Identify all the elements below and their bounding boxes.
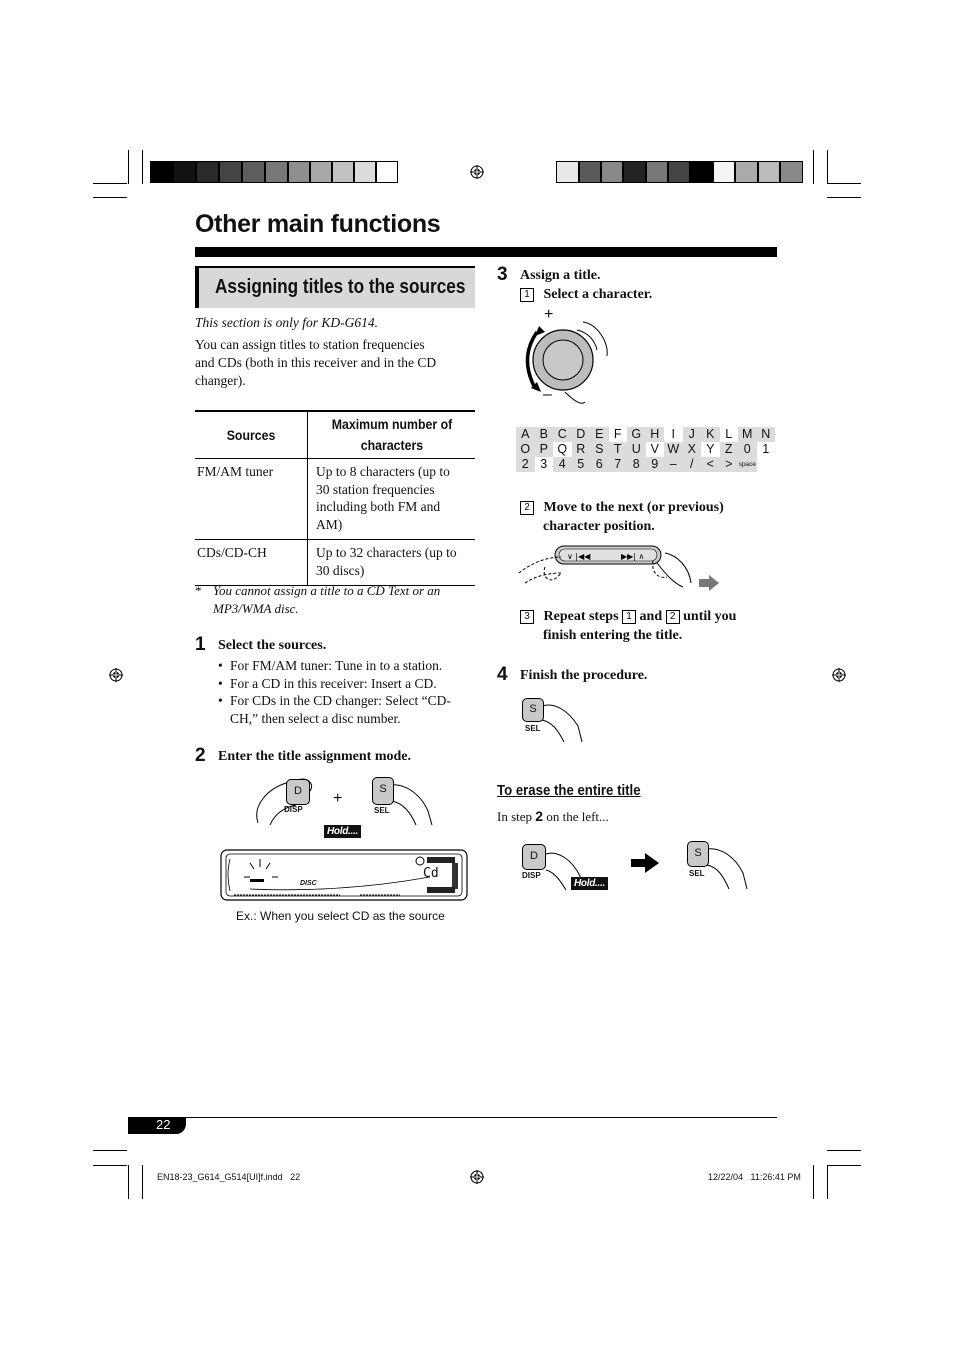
- char-cell: L: [725, 427, 733, 441]
- substep-ref: 2: [666, 610, 680, 624]
- char-cell: X: [683, 442, 702, 457]
- section-title: Assigning titles to the sources: [215, 276, 466, 298]
- footer-rule: [128, 1117, 777, 1118]
- step-3-number: 3: [497, 264, 508, 285]
- char-cell: 2: [516, 457, 535, 472]
- step-3-sub2-cont: character position.: [543, 519, 655, 534]
- step-1-number: 1: [195, 634, 206, 655]
- crop-mark: [93, 1150, 127, 1151]
- crop-mark: [813, 150, 814, 184]
- step-1-title: Select the sources.: [218, 638, 327, 653]
- step-3-sub2: 2 Move to the next (or previous): [520, 500, 724, 516]
- track-buttons-icon: [517, 543, 722, 595]
- table-cell-max: Up to 32 characters (up to 30 discs): [316, 545, 457, 578]
- char-cell: H: [646, 427, 665, 442]
- print-slug-left: EN18-23_G614_G514[UI]f.indd 22: [157, 1172, 301, 1182]
- registration-mark-icon: [470, 1170, 484, 1184]
- sources-table: [195, 410, 475, 586]
- print-slug-right: 12/22/04 11:26:41 PM: [708, 1172, 801, 1182]
- char-cell: F: [613, 427, 622, 441]
- character-row: [516, 457, 775, 472]
- step-2-number: 2: [195, 745, 206, 766]
- char-cell: M: [738, 427, 757, 442]
- sel-button-illustration: [685, 839, 755, 891]
- table-row: [195, 459, 475, 540]
- char-cell: 9: [646, 457, 665, 472]
- step-4-title: Finish the procedure.: [520, 668, 648, 683]
- erase-instruction: In step 2 on the left...: [497, 808, 609, 824]
- table-header-max-chars: Maximum number of characters: [331, 416, 452, 453]
- registration-mark-icon: [109, 668, 123, 682]
- char-cell: Z: [720, 442, 739, 457]
- display-caption: Ex.: When you select CD as the source: [236, 909, 445, 923]
- char-cell: P: [535, 442, 554, 457]
- char-cell: /: [683, 457, 702, 472]
- registration-mark-icon: [832, 668, 846, 682]
- char-cell: 1: [762, 442, 770, 456]
- step-4-number: 4: [497, 664, 508, 685]
- substep-ref: 1: [622, 610, 636, 624]
- crop-mark: [93, 197, 127, 198]
- char-cell: Y: [706, 442, 715, 456]
- table-header-row: [195, 411, 475, 459]
- char-cell: V: [650, 442, 659, 456]
- d-button[interactable]: D: [522, 844, 546, 870]
- display-disc-label: DISC: [300, 880, 317, 887]
- page-title: Other main functions: [195, 210, 441, 238]
- registration-mark-icon: [470, 165, 484, 179]
- disp-label: DISP: [284, 805, 303, 814]
- s-button[interactable]: S: [372, 777, 394, 805]
- step-3-title: Assign a title.: [520, 268, 601, 283]
- sel-button-illustration: [370, 775, 440, 827]
- char-cell: 4: [553, 457, 572, 472]
- sel-button-illustration: [520, 694, 590, 746]
- section-header: [195, 266, 475, 308]
- table-header-sources: Sources: [202, 411, 301, 459]
- dial-minus-label: –: [543, 386, 552, 403]
- table-footnote: * You cannot assign a title to a CD Text or an MP3/WMA disc.: [195, 583, 441, 616]
- char-cell: 6: [590, 457, 609, 472]
- step-3-sub1: 1 Select a character.: [520, 287, 652, 303]
- page-number: 22: [156, 1117, 171, 1132]
- table-cell-max: Up to 8 characters (up to 30 station frequencies including both FM and AM): [316, 464, 450, 532]
- char-cell: R: [572, 442, 591, 457]
- dial-plus-label: +: [544, 306, 554, 323]
- char-cell: C: [553, 427, 572, 442]
- control-dial-illustration: [515, 306, 615, 410]
- char-cell: S: [590, 442, 609, 457]
- char-cell: space: [738, 457, 757, 472]
- char-cell: E: [590, 427, 609, 442]
- intro-paragraph: You can assign titles to station frequencies and CDs (both in this receiver and in the CD changer).: [195, 337, 437, 388]
- char-cell: 3: [540, 457, 548, 471]
- substep-number: 2: [520, 501, 534, 515]
- display-illustration: [220, 849, 468, 901]
- table-cell-source: FM/AM tuner: [195, 459, 308, 540]
- char-cell: D: [572, 427, 591, 442]
- char-cell: T: [609, 442, 628, 457]
- character-row: [516, 427, 775, 442]
- character-row: [516, 442, 775, 457]
- crop-mark: [827, 1165, 828, 1199]
- crop-mark: [827, 1165, 861, 1166]
- char-cell: 7: [609, 457, 628, 472]
- char-cell: 5: [572, 457, 591, 472]
- crop-mark: [93, 1165, 127, 1166]
- step-2-title: Enter the title assignment mode.: [218, 749, 411, 764]
- crop-mark: [827, 183, 861, 184]
- char-cell: <: [701, 457, 720, 472]
- char-cell: A: [516, 427, 535, 442]
- table-row: [195, 540, 475, 586]
- crop-mark: [128, 1165, 129, 1199]
- character-grid: [516, 427, 775, 472]
- char-cell: U: [627, 442, 646, 457]
- sel-label: SEL: [374, 806, 390, 815]
- erase-heading: To erase the entire title: [497, 782, 641, 799]
- plus-sign: +: [333, 790, 343, 807]
- control-dial-icon: [515, 310, 615, 410]
- crop-mark: [827, 150, 828, 184]
- sel-label: SEL: [689, 869, 705, 878]
- hold-badge: Hold....: [571, 877, 608, 890]
- char-cell: O: [516, 442, 535, 457]
- svg-text:∨ |◀◀: ∨ |◀◀: [567, 552, 591, 561]
- page-number-tab: [128, 1117, 186, 1134]
- char-cell: J: [683, 427, 702, 442]
- step-3-sub3: 3 Repeat steps 1 and 2 until you: [520, 609, 736, 625]
- char-cell: Q: [557, 442, 568, 456]
- char-cell: –: [664, 457, 683, 472]
- display-readout: Cd: [423, 866, 439, 881]
- char-cell: I: [671, 427, 675, 441]
- crop-mark: [128, 150, 129, 184]
- sel-label: SEL: [525, 724, 541, 733]
- crop-mark: [93, 183, 127, 184]
- list-item: • For a CD in this receiver: Insert a CD.: [218, 675, 473, 693]
- char-cell: W: [664, 442, 683, 457]
- crop-mark: [827, 1150, 861, 1151]
- substep-number: 3: [520, 610, 534, 624]
- arrow-right-icon: [631, 853, 659, 873]
- step-3-sub3-cont: finish entering the title.: [543, 628, 683, 643]
- char-cell: 0: [738, 442, 757, 457]
- disp-button-illustration: [250, 775, 330, 827]
- crop-mark: [142, 150, 143, 184]
- model-note: This section is only for KD-G614.: [195, 315, 379, 330]
- s-button[interactable]: S: [687, 841, 709, 867]
- s-button[interactable]: S: [522, 698, 544, 722]
- table-cell-source: CDs/CD-CH: [195, 540, 308, 586]
- hold-badge: Hold....: [324, 825, 361, 838]
- d-button[interactable]: D: [286, 779, 310, 805]
- char-cell: N: [757, 427, 776, 442]
- crop-mark: [813, 1165, 814, 1199]
- char-cell: >: [720, 457, 739, 472]
- char-cell: 8: [627, 457, 646, 472]
- disp-label: DISP: [522, 871, 541, 880]
- crop-mark: [827, 197, 861, 198]
- char-cell: G: [627, 427, 646, 442]
- crop-mark: [142, 1165, 143, 1199]
- list-item: • For FM/AM tuner: Tune in to a station.: [218, 657, 473, 675]
- track-button-illustration: [517, 543, 722, 595]
- substep-number: 1: [520, 288, 534, 302]
- list-item: • For CDs in the CD changer: Select “CD-CH,” then select a disc number.: [218, 692, 473, 727]
- char-cell: B: [535, 427, 554, 442]
- svg-text:▶▶| ∧: ▶▶| ∧: [621, 552, 645, 561]
- title-rule: [195, 247, 777, 257]
- step-1-bullets: [218, 657, 473, 727]
- char-cell: K: [701, 427, 720, 442]
